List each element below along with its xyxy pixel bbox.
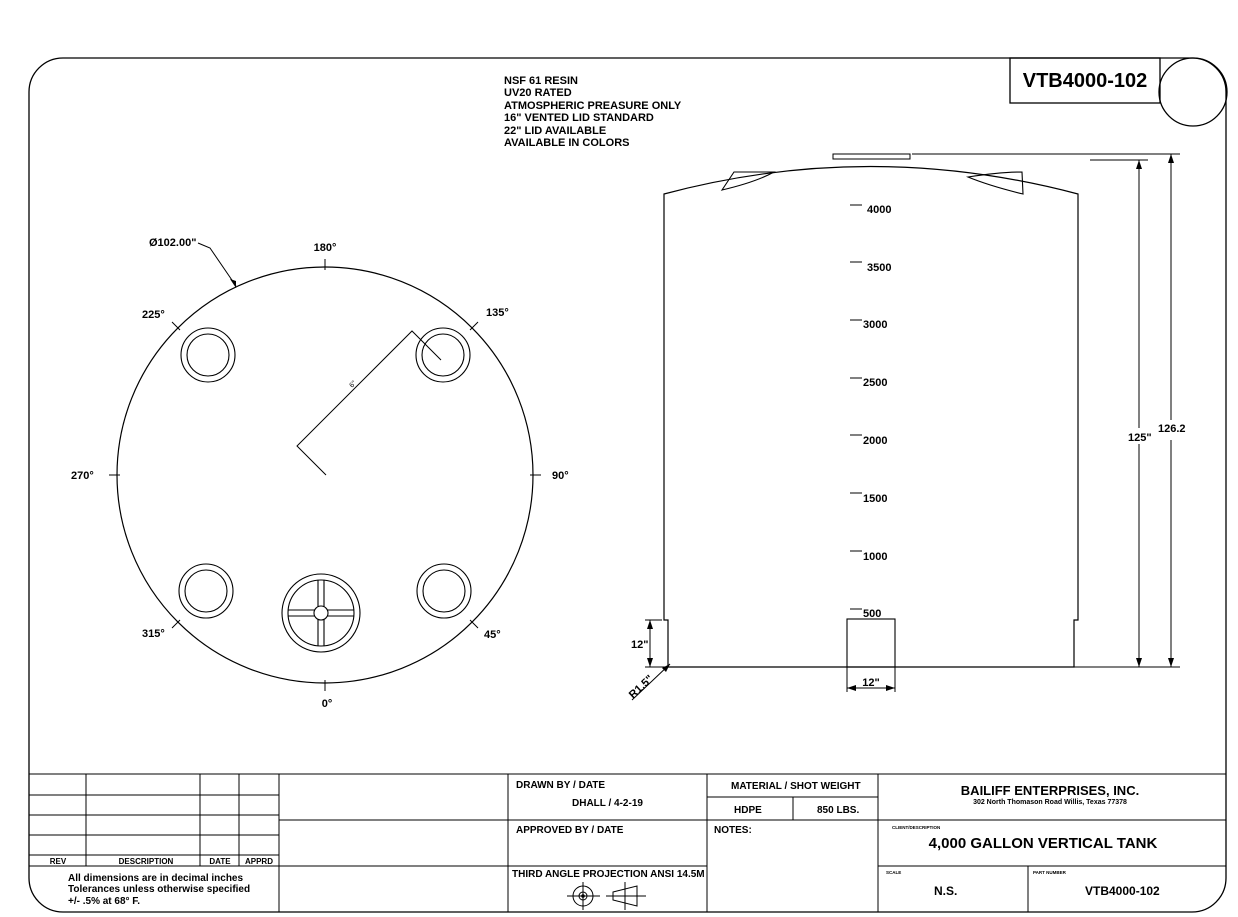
tolerance-line: Tolerances unless otherwise specified: [68, 884, 251, 895]
angle-label-270: 270°: [71, 470, 94, 482]
fitting-225: [181, 328, 235, 382]
tolerance-line: All dimensions are in decimal inches: [68, 873, 244, 884]
part-number-value: VTB4000-102: [1085, 884, 1160, 898]
angle-label-180: 180°: [313, 242, 337, 254]
outlet-width-label: 12": [862, 677, 880, 689]
drawn-by-value: DHALL / 4-2-19: [572, 798, 643, 809]
gauge-label: 500: [863, 608, 882, 620]
angle-label-0: 0°: [321, 698, 333, 710]
approved-by-label: APPROVED BY / DATE: [516, 825, 624, 836]
revision-circle: [1159, 58, 1227, 126]
company-name: BAILIFF ENTERPRISES, INC.: [960, 783, 1140, 798]
gauge-ticks: [850, 205, 862, 609]
angle-label-135: 135°: [486, 307, 509, 319]
notes-block: [504, 75, 682, 149]
part-number-box-text: VTB4000-102: [1022, 70, 1148, 92]
tolerance-line: +/- .5% at 68° F.: [68, 896, 141, 907]
note-line: NSF 61 RESIN: [504, 75, 578, 87]
gauge-label: 4000: [867, 204, 892, 216]
weight-value: 850 LBS.: [817, 805, 860, 816]
side-view: [627, 154, 1186, 701]
material-label: MATERIAL / SHOT WEIGHT: [731, 781, 861, 792]
top-lid: [833, 154, 910, 159]
ladder-line: [297, 331, 441, 475]
note-line: UV20 RATED: [504, 87, 572, 99]
fitting-315: [179, 564, 233, 618]
outlet-recess: [847, 619, 895, 667]
gauge-label: 3500: [867, 262, 892, 274]
scale-value: N.S.: [934, 884, 958, 898]
company-address: 302 North Thomason Road Willis, Texas 77378: [973, 799, 1127, 806]
gauge-label: 2000: [863, 435, 888, 447]
height-arrowheads: [1136, 154, 1174, 667]
angle-label-45: 45°: [484, 629, 501, 641]
overall-height-label: 126.2: [1158, 423, 1186, 435]
date-header: DATE: [209, 857, 231, 866]
ladder-dimension: 6": [348, 379, 358, 390]
top-view: [71, 237, 569, 710]
material-value: HDPE: [734, 805, 762, 816]
angle-label-225: 225°: [142, 309, 165, 321]
note-line: 22" LID AVAILABLE: [504, 125, 607, 137]
fitting-135: [416, 328, 470, 382]
diameter-arrowhead: [230, 279, 236, 288]
note-line: 16" VENTED LID STANDARD: [504, 112, 654, 124]
gauge-label: 3000: [863, 319, 888, 331]
height-dimension-lines: [912, 154, 1180, 667]
dome-vent-right: [968, 172, 1023, 194]
gauge-label: 1000: [863, 551, 888, 563]
client-label: CLIENT/DESCRIPTION: [892, 825, 941, 830]
projection-label: THIRD ANGLE PROJECTION ANSI 14.5M: [512, 869, 705, 880]
description-header: DESCRIPTION: [118, 857, 174, 866]
diameter-leader: [198, 243, 236, 286]
drawn-by-label: DRAWN BY / DATE: [516, 780, 606, 791]
angle-label-90: 90°: [552, 470, 569, 482]
fitting-45: [417, 564, 471, 618]
dome-vent-left: [722, 172, 774, 190]
base-height-label: 12": [631, 639, 649, 651]
projection-symbol: [567, 882, 646, 910]
rev-header: REV: [49, 857, 67, 866]
gauge-label: 2500: [863, 377, 888, 389]
diameter-label: Ø102.00": [149, 237, 197, 249]
part-label: PART NUMBER: [1033, 870, 1066, 875]
radius-label: R1.5": [626, 673, 656, 702]
angle-label-315: 315°: [142, 628, 165, 640]
tank-description: 4,000 GALLON VERTICAL TANK: [928, 835, 1158, 852]
body-height-label: 125": [1128, 432, 1152, 444]
outlet-grate: [282, 574, 360, 652]
apprd-header: APPRD: [244, 857, 274, 866]
note-line: AVAILABLE IN COLORS: [504, 137, 630, 149]
scale-label: SCALE: [886, 870, 902, 875]
note-line: ATMOSPHERIC PREASURE ONLY: [504, 100, 682, 112]
angle-ticks: [109, 259, 541, 691]
gauge-label: 1500: [863, 493, 888, 505]
notes-label: NOTES:: [714, 825, 752, 836]
